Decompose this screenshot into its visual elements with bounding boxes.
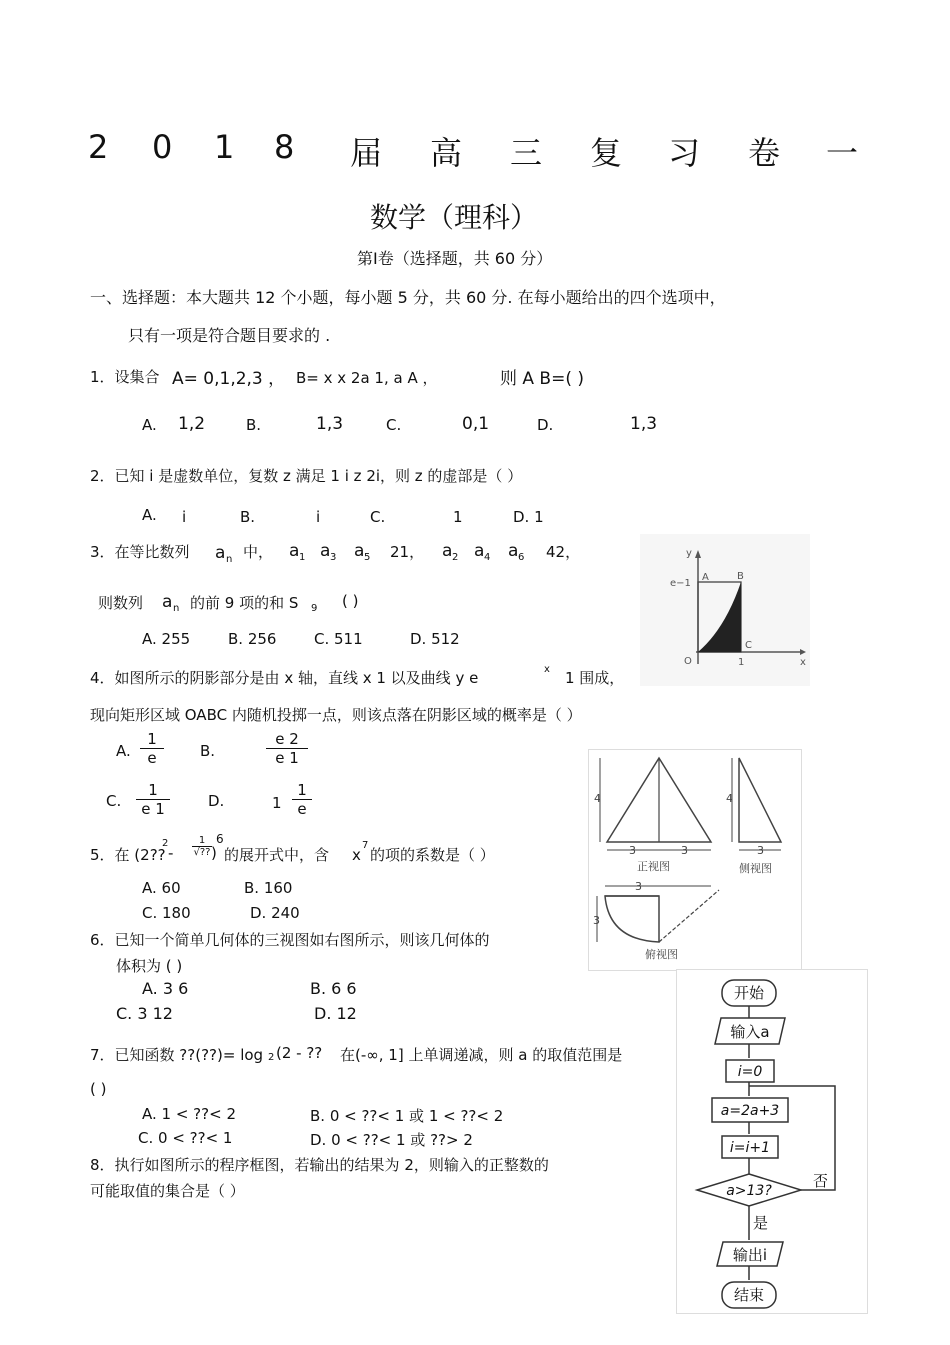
x-arrow-icon [800, 649, 806, 655]
q1-opt-c: 0,1 [462, 414, 490, 434]
denominator: e 1 [141, 800, 165, 818]
q5-stem-b: 的展开式中，含 [224, 846, 330, 864]
q3-term: a [474, 541, 485, 561]
top-view-hypotenuse [659, 890, 719, 942]
label-c: C [745, 640, 752, 651]
side-view-triangle [739, 758, 781, 842]
label-x: x [800, 657, 806, 668]
top-width-label: 3 [635, 880, 642, 893]
side-height-label: 4 [726, 792, 733, 805]
q5-opt-a: A. 60 [142, 879, 181, 897]
q3-an-sub: n [226, 554, 233, 565]
q4-opt-b-frac [266, 730, 308, 767]
q6-opt-b: B. 6 6 [310, 979, 357, 998]
q7-opt-d: D. 0 < ??< 1 或 ??> 2 [310, 1131, 473, 1149]
flowchart-figure [676, 969, 868, 1314]
q3-sub: 1 [299, 552, 306, 563]
q6-stem: 6．已知一个简单几何体的三视图如右图所示，则该几何体的 [90, 931, 490, 949]
label-a: A [702, 572, 709, 583]
three-views-figure [588, 749, 802, 971]
flow-init-label: i=0 [737, 1064, 763, 1080]
q5-sup7: 7 [362, 840, 369, 851]
q3-line2: ( ) [342, 592, 359, 610]
title-char: 一 [826, 134, 859, 172]
q2-opt-b-label: B. [240, 508, 256, 526]
q3-an: a [215, 543, 226, 563]
top-view-caption: 俯视图 [645, 948, 678, 961]
q8-stem: 8．执行如图所示的程序框图，若输出的结果为 2，则输入的正整数的 [90, 1156, 549, 1174]
top-height-label: 3 [593, 914, 600, 927]
q3-term: a [442, 541, 453, 561]
q4-line2: 现向矩形区域 OABC 内随机投掷一点，则该点落在阴影区域的概率是（ ） [90, 706, 582, 724]
front-height-label: 4 [594, 792, 601, 805]
denominator: e [297, 800, 307, 818]
section-line-1: 一、选择题：本大题共 12 个小题，每小题 5 分，共 60 分. 在每小题给出的四个选项中， [90, 288, 726, 307]
title-char: 习 [668, 134, 701, 172]
numerator: e 2 [275, 730, 299, 748]
top-view-quarter-circle [605, 896, 659, 942]
label-one: 1 [738, 657, 745, 668]
q7-opt-c: C. 0 < ??< 1 [138, 1129, 233, 1147]
q5-minus: - [168, 844, 174, 862]
front-view-caption: 正视图 [637, 860, 670, 873]
flow-output-label: 输出i [732, 1246, 768, 1264]
title-char: 三 [510, 134, 543, 172]
q4-opt-d-label: D. [208, 792, 225, 810]
q1-question: 则 A B=( ) [500, 369, 585, 389]
q3-line2: 则数列 [98, 594, 144, 612]
q5-paren: ) [211, 844, 217, 862]
exam-title [0, 128, 950, 172]
q5-sup: 2 [162, 838, 169, 849]
q2-opt-c: 1 [453, 508, 463, 526]
q3-mid: 中， [243, 543, 274, 561]
q4-figure [640, 534, 810, 686]
q4-opt-d-pre: 1 [272, 794, 282, 812]
flow-yes-label: 是 [753, 1214, 769, 1232]
q7-opt-b: B. 0 < ??< 1 或 1 < ??< 2 [310, 1107, 504, 1125]
q2-opt-c-label: C. [370, 508, 386, 526]
q5-opt-b: B. 160 [244, 879, 293, 897]
title-char: 0 [152, 128, 173, 166]
label-y: y [686, 548, 692, 559]
q2-opt-a: i [182, 508, 187, 526]
q3-line2: 的前 9 项的和 S [190, 594, 299, 612]
q2-opt-b: i [316, 508, 321, 526]
flow-no-label: 否 [813, 1172, 829, 1190]
q5-opt-d: D. 240 [250, 904, 300, 922]
shaded-region [698, 582, 741, 652]
flow-start-label: 开始 [733, 984, 765, 1002]
q1-set-b: B= x x 2a 1, a A ， [296, 369, 438, 387]
q5-stem: 5．在 (2?? [90, 846, 166, 864]
title-char: 8 [274, 128, 295, 166]
q1-opt-a: 1,2 [178, 414, 206, 434]
q3-sub: 6 [518, 552, 525, 563]
q3-s9-sub: 9 [311, 603, 318, 614]
q3-value: 21， [390, 543, 425, 561]
denominator: e [147, 749, 157, 767]
q3-opt-d: D. 512 [410, 630, 460, 648]
flow-condition-label: a>13? [726, 1183, 772, 1199]
q6-stem-2: 体积为 ( ) [116, 957, 183, 975]
q3-sub: 4 [484, 552, 491, 563]
q2-opt-a-label: A. [142, 506, 157, 524]
q4-graph [640, 534, 810, 686]
q1-opt-d: 1,3 [630, 414, 658, 434]
denominator: √?? [193, 847, 211, 858]
title-char: 复 [590, 134, 623, 172]
q4-opt-a-label: A. [116, 742, 131, 760]
q4-opt-d-frac [292, 781, 312, 818]
q5-frac [192, 835, 212, 858]
q3-term: a [320, 541, 331, 561]
numerator: 1 [198, 835, 206, 846]
label-o: O [684, 656, 692, 667]
title-char: 高 [430, 134, 463, 172]
q4-opt-b-label: B. [200, 742, 216, 760]
q3-sub: 5 [364, 552, 371, 563]
q3-term: a [354, 541, 365, 561]
q3-opt-a: A. 255 [142, 630, 191, 648]
front-width-label-1: 3 [629, 844, 636, 857]
q1-set-a: A= 0,1,2,3 ， [172, 369, 286, 389]
title-char: 卷 [748, 134, 781, 172]
flow-step-a-label: a=2a+3 [720, 1103, 780, 1119]
q7-sub: 2 [268, 1052, 275, 1063]
denominator: e 1 [275, 749, 299, 767]
q2-stem: 2．已知 i 是虚数单位，复数 z 满足 1 i z 2i，则 z 的虚部是（ ） [90, 467, 523, 485]
numerator: 1 [297, 781, 307, 799]
q6-opt-c: C. 3 12 [116, 1004, 173, 1023]
section-line-2: 只有一项是符合题目要求的 . [128, 326, 331, 345]
title-char: 2 [88, 128, 109, 166]
q3-term: a [289, 541, 300, 561]
title-char: 1 [214, 128, 235, 166]
three-views [589, 750, 801, 970]
q3-an-sub: n [173, 603, 180, 614]
q4-stem-end: 1 围成， [565, 669, 625, 687]
q3-value: 42， [546, 543, 581, 561]
flow-input-label: 输入a [730, 1023, 770, 1041]
q4-opt-c-label: C. [106, 792, 122, 810]
q1-opt-d-label: D. [537, 416, 554, 434]
q1-opt-b: 1,3 [316, 414, 344, 434]
q5-x7: x [352, 846, 361, 864]
q7-stem: 7．已知函数 ??(??)= log [90, 1046, 264, 1064]
q4-opt-a-frac [140, 730, 164, 767]
q3-opt-c: C. 511 [314, 630, 363, 648]
q3-stem: 3．在等比数列 [90, 543, 190, 561]
q7-paren: ( ) [90, 1080, 107, 1098]
q3-opt-b: B. 256 [228, 630, 277, 648]
q3-sub: 3 [330, 552, 337, 563]
volume-heading: 第Ⅰ卷（选择题，共 60 分） [357, 249, 553, 268]
q7-opt-a: A. 1 < ??< 2 [142, 1105, 236, 1123]
title-char: 届 [350, 134, 383, 172]
flowchart [677, 970, 867, 1313]
flow-step-i-label: i=i+1 [729, 1140, 771, 1156]
q6-opt-d: D. 12 [314, 1004, 357, 1023]
side-width-label: 3 [757, 844, 764, 857]
exam-subtitle: 数学（理科） [370, 201, 539, 234]
q5-opt-c: C. 180 [142, 904, 191, 922]
numerator: 1 [148, 781, 158, 799]
side-view-caption: 侧视图 [739, 862, 772, 875]
q8-stem-2: 可能取值的集合是（ ） [90, 1182, 245, 1200]
q4-stem: 4．如图所示的阴影部分是由 x 轴，直线 x 1 以及曲线 y e [90, 669, 479, 687]
label-b: B [737, 571, 744, 582]
label-e1: e−1 [670, 578, 691, 589]
q4-sup: x [544, 664, 550, 675]
q1-opt-c-label: C. [386, 416, 402, 434]
q1-opt-a-label: A. [142, 416, 157, 434]
q7-stem-b: (2 - ?? [276, 1044, 323, 1062]
flow-end-label: 结束 [733, 1286, 765, 1304]
q2-opt-d: D. 1 [513, 508, 544, 526]
q4-opt-c-frac [136, 781, 170, 818]
q6-opt-a: A. 3 6 [142, 979, 189, 998]
q5-sup6: 6 [216, 832, 224, 846]
q7-stem-c: 在(-∞, 1] 上单调递减，则 a 的取值范围是 [340, 1046, 623, 1064]
q1-stem: 1．设集合 [90, 368, 160, 386]
front-width-label-2: 3 [681, 844, 688, 857]
numerator: 1 [147, 730, 157, 748]
q3-term: a [508, 541, 519, 561]
q1-opt-b-label: B. [246, 416, 262, 434]
q3-an: a [162, 592, 173, 612]
q5-stem-c: 的项的系数是（ ） [370, 846, 495, 864]
q3-sub: 2 [452, 552, 459, 563]
y-arrow-icon [695, 550, 701, 558]
